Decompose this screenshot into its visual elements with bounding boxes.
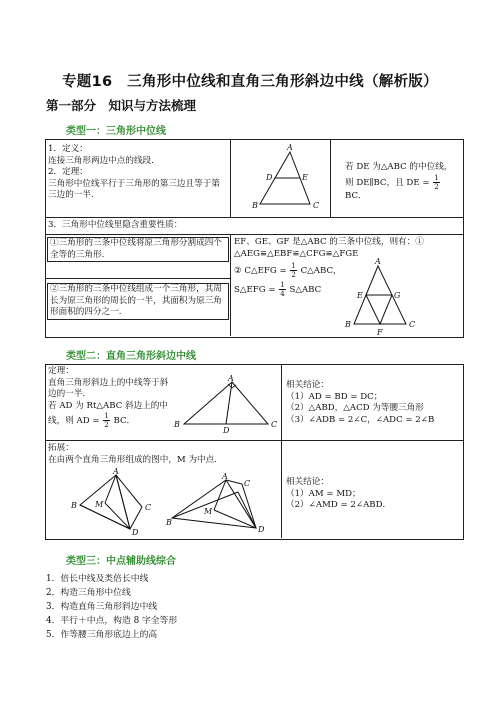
svg-text:C: C	[145, 503, 152, 512]
svg-text:E: E	[357, 291, 363, 300]
list-item: 5．作等腰三角形底边上的高	[46, 630, 158, 640]
type2-extension-conclusions: 相关结论： （1）AM = MD； （2）∠AMD = 2∠ABD．	[286, 477, 392, 511]
svg-text:B: B	[166, 518, 172, 527]
extension-figure-1	[70, 467, 160, 539]
svg-text:C: C	[409, 320, 416, 329]
svg-text:D: D	[258, 525, 265, 534]
type1-midline-statement: 若 DE 为△ABC 的中位线，则 DE∥BC，且 DE = $\frac{1}{2}$ BC．	[345, 162, 453, 201]
three-midlines-figure	[342, 256, 422, 338]
extension-figure-2	[166, 472, 278, 538]
svg-text:C: C	[244, 479, 251, 488]
svg-text:B: B	[71, 501, 77, 510]
list-item: 3．构造直角三角形斜边中线	[46, 602, 158, 612]
type1-property-results: EF、GE、GF 是△ABC 的三条中位线，则有：① △AEG≌△EBF≌△CFG≌△FGE ② C△EFG = $\frac{1}{2}$ C△ABC， S△EFG = $\frac{1}{4}$ S△ABC	[234, 237, 424, 299]
svg-text:F: F	[377, 328, 383, 337]
type1-property-1: ①三角形的三条中位线将原三角形分割成四个全等的三角形.	[47, 237, 229, 262]
list-item: 2．构造三角形中位线	[46, 588, 131, 598]
right-triangle-median-figure	[172, 374, 280, 436]
type3-list	[46, 572, 177, 642]
svg-text:B: B	[252, 201, 258, 210]
svg-text:M: M	[204, 507, 213, 516]
svg-text:A: A	[228, 374, 234, 383]
svg-text:B: B	[345, 320, 351, 329]
svg-text:D: D	[266, 173, 273, 182]
type1-definition: 1．定义： 连接三角形两边中点的线段. 2．定理： 三角形中位线平行于三角形的第三边且等于第三边的一半.	[48, 144, 220, 201]
svg-text:A: A	[287, 143, 293, 152]
svg-text:E: E	[302, 173, 308, 182]
type1-property-2: ②三角形的三条中位线组成一个三角形，其周长为原三角形的周长的一半，其面积为原三角形面积的四分之一.	[47, 283, 229, 320]
midline-triangle-figure	[232, 142, 328, 216]
type2-theorem: 定理： 直角三角形斜边上的中线等于斜边的一半. 若 AD 为 Rt△ABC 斜边上的中线，则 AD = $\frac{1}{2}$ BC．	[48, 366, 169, 430]
svg-text:D: D	[223, 426, 230, 435]
svg-text:C: C	[271, 420, 278, 429]
svg-text:A: A	[375, 257, 381, 266]
svg-text:A: A	[113, 467, 119, 476]
type3-heading: 类型三：中点辅助线综合	[66, 556, 176, 567]
part-heading: 第一部分 知识与方法梳理	[46, 98, 197, 113]
svg-text:C: C	[313, 201, 320, 210]
type1-hidden-properties-title: 3．三角形中位线里隐含重要性质：	[48, 220, 183, 230]
svg-text:B: B	[174, 420, 180, 429]
svg-text:A: A	[222, 472, 228, 481]
list-item: 1．倍长中线及类倍长中线	[46, 574, 149, 584]
svg-text:D: D	[132, 528, 139, 537]
list-item: 4．平行＋中点，构造 8 字全等形	[46, 616, 178, 626]
svg-text:G: G	[394, 291, 401, 300]
type1-heading: 类型一：三角形中位线	[66, 126, 166, 137]
svg-text:M: M	[95, 500, 104, 509]
type2-extension: 拓展： 在由两个直角三角形组成的图中，M 为中点.	[48, 443, 217, 465]
type2-heading: 类型二：直角三角形斜边中线	[66, 351, 196, 362]
type2-related-conclusions: 相关结论： （1）AD = BD = DC； （2）△ABD，△ACD 为等腰三角形 （3）∠ADB = 2∠C，∠ADC = 2∠B	[286, 380, 435, 425]
document-title: 专题16 三角形中位线和直角三角形斜边中线（解析版）	[62, 74, 438, 90]
